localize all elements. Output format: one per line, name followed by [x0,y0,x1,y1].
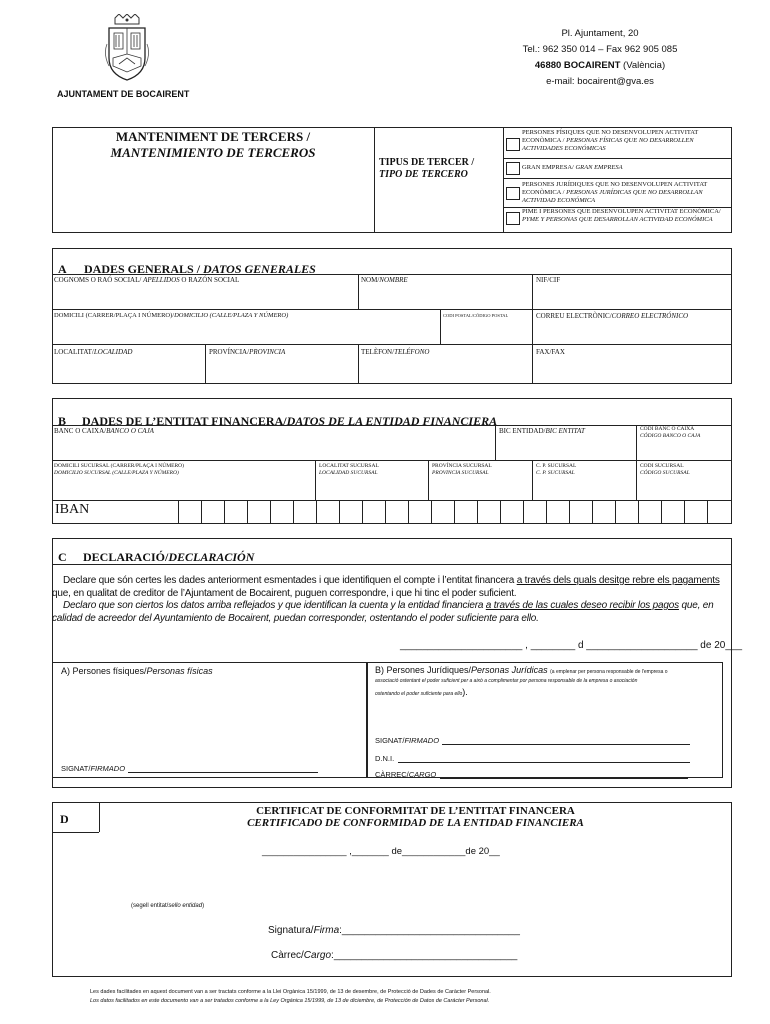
input-prov-sucursal[interactable] [429,479,531,499]
persona-juridica-sign-line[interactable] [442,744,690,745]
input-codi-postal[interactable] [441,321,531,343]
field-banc-label: BANC O CAIXA/BANCO O CAJA [54,427,154,435]
address-block [480,26,720,90]
field-codi-banc-label: CODI BANC O CAIXA CÓDIGO BANCO O CAJA [640,426,701,439]
form-title: MANTENIMENT DE TERCERS / MANTENIMIENTO DE TERCEROS [110,129,316,160]
field-cognoms-label: COGNOMS O RAÓ SOCIAL/ APELLIDOS O RAZÓN SOCIAL [54,276,240,284]
field-nif-label: NIF/CIF [536,276,561,284]
section-d-letter: D [60,812,69,826]
declaration-text [52,575,732,625]
input-codi-sucursal[interactable] [637,479,731,499]
iban-input-row[interactable] [178,500,732,523]
field-correu-label: CORREU ELECTRÒNIC/CORREO ELECTRÓNICO [536,312,689,320]
field-prov-sucursal-label: PROVÍNCIA SUCURSAL PROVINCIA SUCURSAL [432,463,492,476]
section-a-title: DADES GENERALS / DATOS GENERALES [84,262,316,276]
field-provincia-label: PROVÍNCIA/PROVINCIA [209,348,286,356]
footer-line-ca: Les dades facilitades en aquest document van a ser tractats conforme a la Llei Orgànica 15/1999, de 13 de desembre, de Protecció de Dades de Caràcter Personal. [90,989,491,995]
coat-of-arms-logo [103,14,151,84]
address-email: e-mail: bocairent@gva.es [546,76,654,87]
persona-juridica-dni-line[interactable] [398,762,690,763]
checkbox-persona-juridica[interactable] [506,187,520,200]
section-d-title: CERTIFICAT DE CONFORMITAT DE L’ENTITAT FINANCERA CERTIFICADO DE CONFORMIDAD DE LA ENTIDAD FINANCIERA [247,805,584,829]
field-domicili-label: DOMICILI (CARRER/PLAÇA I NÚMERO)/DOMICILIO (CALLE/PLAZA Y NÚMERO) [54,312,289,319]
tipo-tercero-label: TIPUS DE TERCER / TIPO DE TERCERO [379,157,475,180]
field-fax-label: FAX/FAX [536,348,565,356]
input-banc[interactable] [53,437,494,459]
field-bic-label: BIC ENTIDAD/BIC ENTITAT [499,427,585,435]
address-street: Pl. Ajuntament, 20 [561,28,639,39]
input-cognoms[interactable] [53,285,357,308]
input-bic[interactable] [496,437,635,459]
persona-juridica-dni-label: D.N.I. [375,754,395,763]
data-protection-footer [90,988,730,1006]
input-fax[interactable] [533,357,731,383]
checkbox-pyme[interactable] [506,212,520,225]
persona-fisica-title: A) Persones físiques/Personas físicas [61,666,213,676]
address-phone: Tel.: 962 350 014 – Fax 962 905 085 [522,44,678,55]
input-localitat[interactable] [53,357,204,383]
address-city: 46880 BOCAIRENT (València) [534,60,666,71]
certificate-date-line[interactable]: ________________ ,_______ de____________de 20__ [262,846,500,857]
field-localitat-label: LOCALITAT/LOCALIDAD [54,348,133,356]
option-persona-juridica-label: PERSONES JURÍDIQUES QUE NO DESENVOLUPEN ACTIVITAT ECONÒMICA / PERSONAS JURÍDICAS QUE NO DESARROLLAN ACTIVIDAD ECONÓMICA [522,181,708,204]
footer-line-es: Los datos facilitados en este documento van a ser tratados conforme a la Ley Orgánica 15/1999, de 13 de diciembre, de Protección de Datos de Carácter Personal. [90,998,490,1004]
persona-juridica-note: associació ostentant el poder suficient per a això a complimentar por persona responsable de la empresa o asociación ostentando el poder suficiente para ello). [375,678,638,697]
option-gran-empresa-label: GRAN EMPRESA/ GRAN EMPRESA [522,164,623,171]
field-telefon-label: TELÈFON/TELÉFONO [361,348,430,356]
persona-fisica-box [52,662,367,778]
option-pyme-label: PIME I PERSONES QUE DESENVOLUPEN ACTIVITAT ECONÒMICA/ PYME Y PERSONAS QUE DESARROLLAN ACTIVIDAD ECONÓMICA [522,208,721,223]
input-nif[interactable] [533,285,731,308]
org-name: AJUNTAMENT DE BOCAIRENT [57,89,190,99]
field-cp-sucursal-label: C. P. SUCURSAL C. P. SUCURSAL [536,463,577,476]
declaration-ca-line1: Declare que són certes les dades anteriorment esmentades i que identifiquen el compte i l’entitat financera a través dels quals desitge rebre els pagaments [63,575,720,586]
input-codi-banc[interactable] [637,441,731,459]
input-nom[interactable] [359,285,531,308]
declaration-date-line[interactable]: ______________________ , ________ d ____________________ de 20___ [400,640,743,651]
persona-fisica-sign-label: SIGNAT/FIRMADO [61,764,126,773]
input-telefon[interactable] [359,357,531,383]
input-provincia[interactable] [206,357,357,383]
section-b-title: DADES DE L’ENTITAT FINANCERA/DATOS DE LA ENTIDAD FINANCIERA [82,414,498,428]
checkbox-persona-fisica[interactable] [506,138,520,151]
section-a-letter: A [58,262,67,276]
field-dom-sucursal-label: DOMICILI SUCURSAL (CARRER/PLAÇA I NÚMERO) DOMICILIO SUCURSAL (CALLE/PLAZA Y NÚMERO) [54,463,184,476]
input-dom-sucursal[interactable] [53,479,314,499]
certificate-carrec-line[interactable]: Càrrec/Cargo:_________________________________ [271,950,518,961]
field-cp-label: CODI POSTAL/CÓDIGO POSTAL [443,313,509,318]
persona-juridica-sign-label: SIGNAT/FIRMADO [375,736,440,745]
persona-fisica-sign-line[interactable] [128,772,318,773]
checkbox-gran-empresa[interactable] [506,162,520,175]
input-domicili[interactable] [53,321,439,343]
declaration-ca-line2: que, en qualitat de creditor de l’Ajuntament de Bocairent, puguen correspondre, i que hi tinc el poder suficient. [52,587,517,599]
persona-juridica-carrec-label: CÀRREC/CARGO [375,770,437,779]
declaration-es-line1: Declaro que son ciertos los datos arriba reflejados y que identifican la cuenta y la entidad financiera a través de las cuales deseo recibir los pagos que, en [63,600,714,611]
field-loc-sucursal-label: LOCALITAT SUCURSAL LOCALIDAD SUCURSAL [319,463,379,476]
section-c-letter: C [58,550,67,564]
seal-label: (segell entitat/sello entidad) [131,903,205,909]
input-cp-sucursal[interactable] [533,479,635,499]
certificate-signature-line[interactable]: Signatura/Firma:________________________________ [268,925,520,936]
section-b-letter: B [58,414,67,428]
section-c-title: DECLARACIÓ/DECLARACIÓN [83,550,255,564]
persona-juridica-title: B) Persones Jurídiques/Personas Jurídicas (a emplenar per persona responsable de l'empresa o [375,665,668,675]
field-nom-label: NOM/NOMBRE [361,276,408,284]
input-correu[interactable] [533,321,731,343]
option-persona-fisica-label: PERSONES FÍSIQUES QUE NO DESENVOLUPEN ACTIVITAT ECONÒMICA / PERSONAS FÍSICAS QUE NO DESARROLLEN ACTIVIDADES ECONÓMICAS [522,129,699,152]
declaration-es-line2: calidad de acreedor del Ayuntamiento de Bocairent, puedan corresponder, ostentando el poder suficiente para ello. [52,612,539,624]
persona-juridica-carrec-line[interactable] [440,778,688,779]
iban-digit-cells [178,500,732,523]
field-codi-sucursal-label: CODI SUCURSAL CÓDIGO SUCURSAL [640,463,690,476]
input-loc-sucursal[interactable] [316,479,427,499]
iban-label: IBAN [55,502,90,517]
